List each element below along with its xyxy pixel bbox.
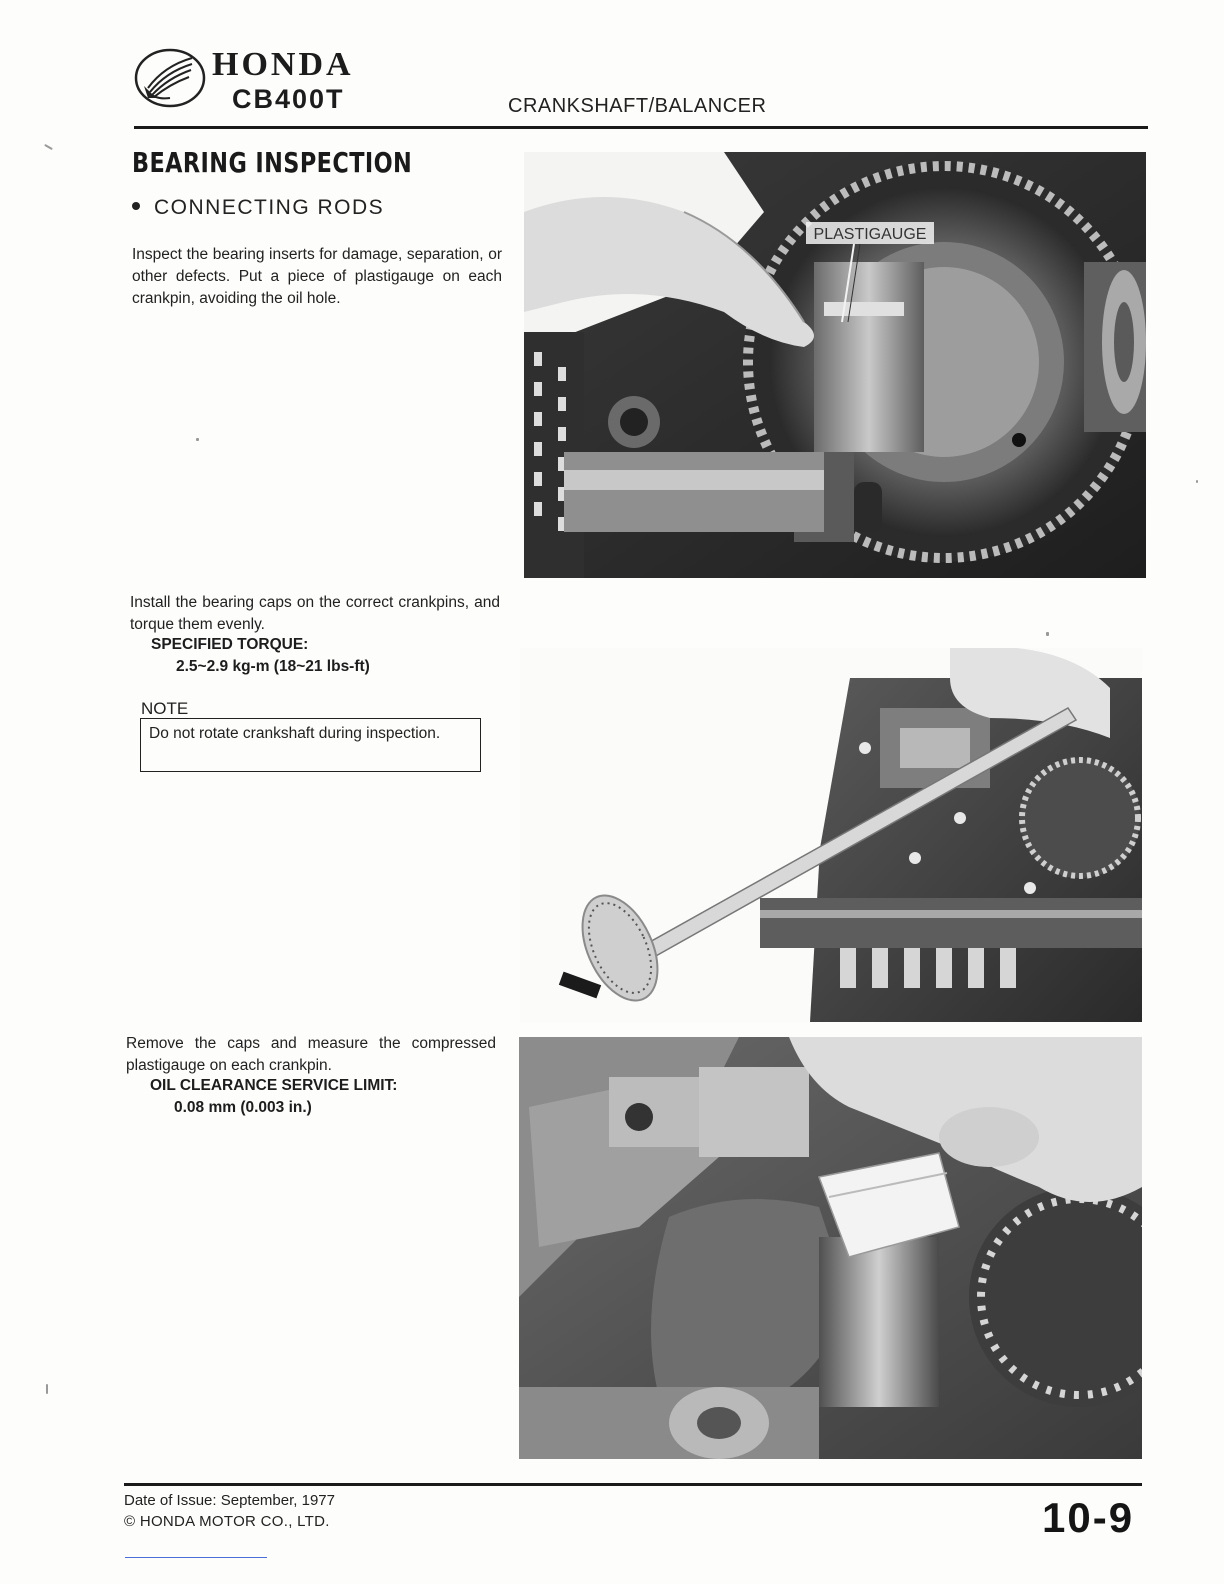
scan-speck [44,144,53,150]
footer-rule [124,1483,1142,1486]
page-number: 10-9 [1042,1494,1135,1541]
model-name: CB400T [232,84,345,114]
photo-measure-plastigauge [519,1037,1142,1459]
subheading [132,196,384,220]
section-title: CRANKSHAFT/BALANCER [508,95,767,117]
photo-torque-wrench [520,648,1142,1022]
photo-plastigauge-on-crankpin [524,152,1146,578]
honda-wing-logo-icon [134,48,206,108]
service-limit-label: OIL CLEARANCE SERVICE LIMIT: [150,1077,398,1094]
brand-name: HONDA [212,46,354,83]
torque-value: 2.5~2.9 kg-m (18~21 lbs-ft) [176,658,370,675]
note-label: NOTE [141,699,189,718]
scan-speck [1196,480,1198,483]
bullet-icon [132,202,140,210]
service-limit-value: 0.08 mm (0.003 in.) [174,1099,312,1116]
note-text: Do not rotate crankshaft during inspection. [149,725,441,742]
step-measure-text: Remove the caps and measure the compressed plastigauge on each crankpin. [126,1035,496,1074]
header-rule [134,126,1148,129]
scan-speck [46,1384,48,1394]
issue-date: Date of Issue: September, 1977 [124,1492,335,1509]
torque-label: SPECIFIED TORQUE: [151,636,309,653]
scan-speck [196,438,199,441]
copyright: © HONDA MOTOR CO., LTD. [124,1513,330,1530]
link-underline [125,1557,267,1558]
page-heading: BEARING INSPECTION [132,146,413,179]
step-inspect-text: Inspect the bearing inserts for damage, separation, or other defects. Put a piece of plastigauge on each crankpin, avoiding the oil hole. [132,246,502,307]
step-install-text: Install the bearing caps on the correct crankpins, and torque them evenly. [130,594,500,633]
subheading-text: CONNECTING RODS [154,196,385,219]
scan-speck [1046,632,1049,636]
plastigauge-label: PLASTIGAUGE [813,226,927,243]
note-box [140,718,481,772]
